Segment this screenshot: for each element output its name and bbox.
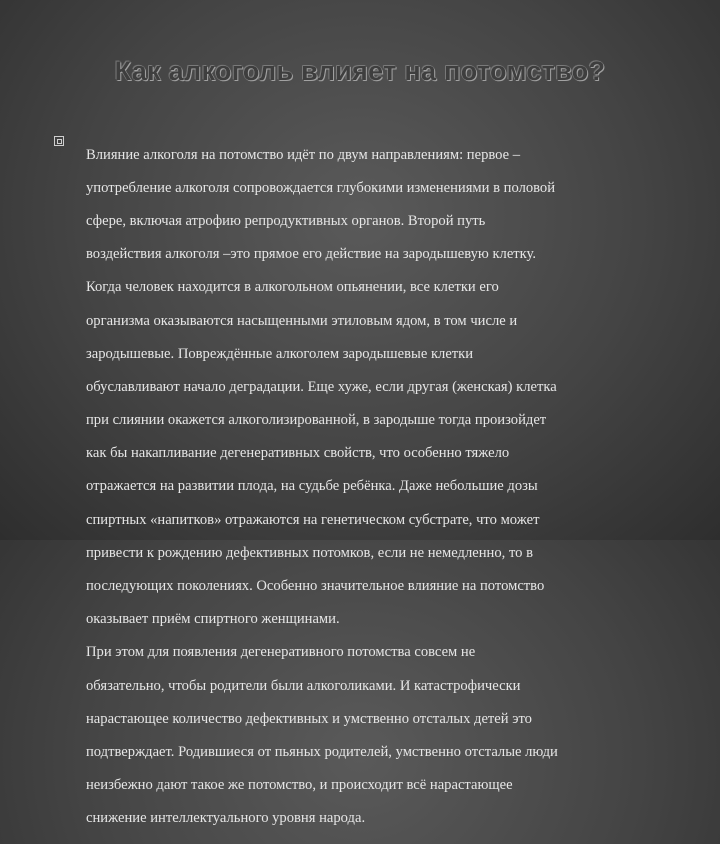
text-line: зародышевые. Повреждённые алкоголем зародышевые клетки	[86, 345, 474, 362]
text-line: Когда человек находится в алкогольном опьянении, все клетки его	[86, 279, 499, 296]
text-line: воздействия алкоголя –это прямое его действие на зародышевую клетку.	[86, 246, 537, 263]
text-line: неизбежно дают такое же потомство, и происходит всё нарастающее	[86, 777, 513, 794]
text-line: привести к рождению дефективных потомков, если не немедленно, то в	[86, 544, 533, 561]
text-line: сфере, включая атрофию репродуктивных органов. Второй путь	[86, 212, 486, 229]
text-line: спиртных «напитков» отражаются на генетическом субстрате, что может	[86, 511, 540, 528]
text-line: как бы накапливание дегенеративных свойств, что особенно тяжело	[86, 445, 510, 462]
text-line: обуславливают начало деградации. Еще хуже, если другая (женская) клетка	[86, 378, 557, 395]
text-line: подтверждает. Родившиеся от пьяных родителей, умственно отсталые люди	[86, 743, 558, 760]
text-line: снижение интеллектуального уровня народа.	[86, 810, 366, 827]
text-line: оказывает приём спиртного женщинами.	[86, 611, 340, 628]
text-line: нарастающее количество дефективных и умственно отсталых детей это	[86, 710, 532, 727]
text-line: организма оказываются насыщенными этиловым ядом, в том числе и	[86, 312, 518, 329]
text-line: обязательно, чтобы родители были алкоголиками. И катастрофически	[86, 677, 521, 694]
text-line: отражается на развитии плода, на судьбе ребёнка. Даже небольшие дозы	[86, 478, 538, 495]
square-bullet-icon	[54, 136, 64, 146]
slide-title: Как алкоголь влияет на потомство?	[114, 56, 606, 86]
text-line: при слиянии окажется алкоголизированной, в зародыше тогда произойдет	[86, 412, 547, 429]
bullet-text	[86, 130, 701, 844]
text-line: Влияние алкоголя на потомство идёт по двум направлениям: первое –	[86, 146, 521, 163]
text-line: последующих поколениях. Особенно значительное влияние на потомство	[86, 578, 545, 595]
text-line: При этом для появления дегенеративного потомства совсем не	[86, 644, 476, 661]
text-line: употребление алкоголя сопровождается глубокими изменениями в половой	[86, 179, 556, 196]
